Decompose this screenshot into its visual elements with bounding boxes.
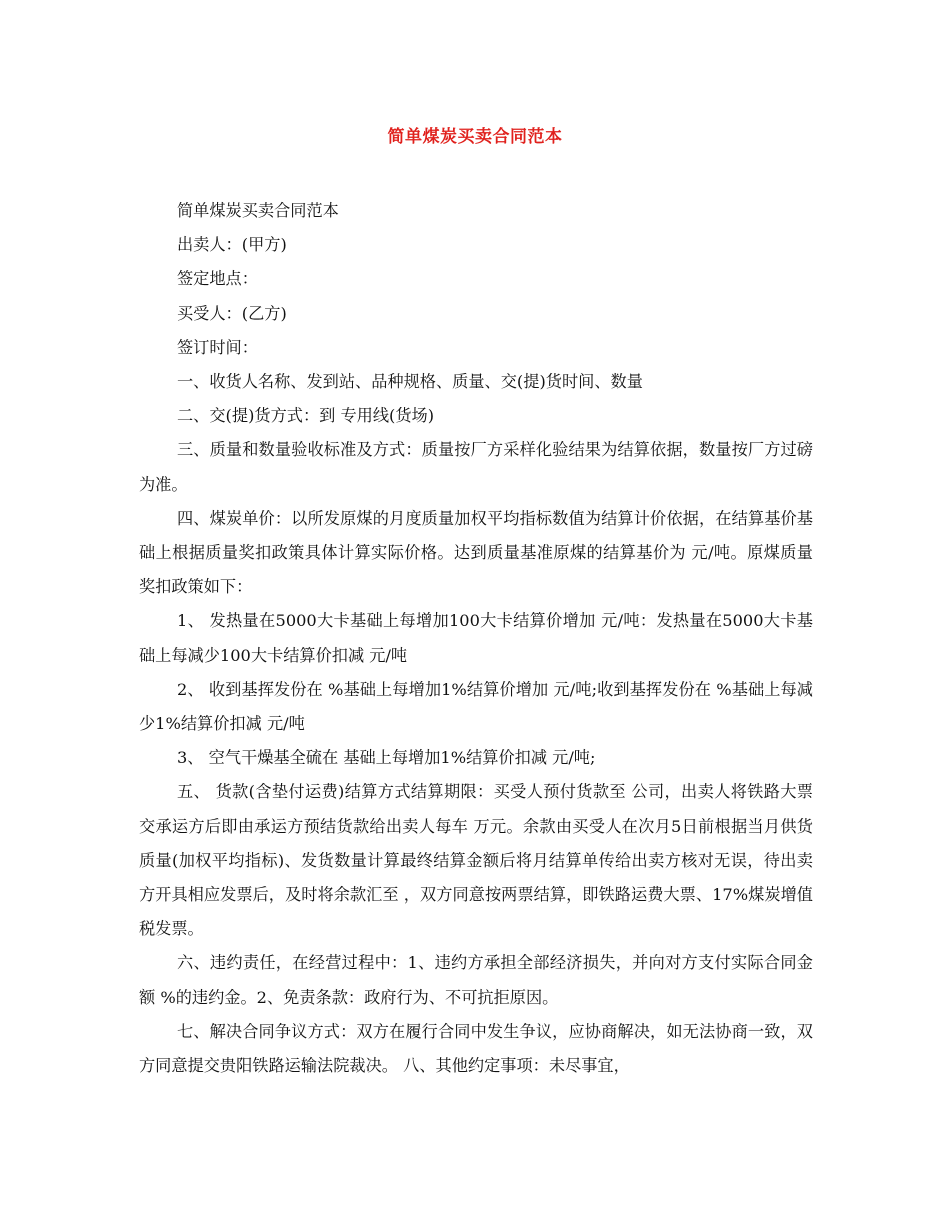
paragraph-signing-place: 签定地点： xyxy=(177,269,258,289)
document-title: 简单煤炭买卖合同范本 xyxy=(387,127,563,147)
paragraph-clause-2: 二、交(提)货方式：到 专用线(货场) xyxy=(177,406,435,426)
paragraph-clause-4-item-2: 2、 收到基挥发份在 %基础上每增加1%结算价增加 元/吨;收到基挥发份在 %基础上每减少1%结算价扣减 元/吨 xyxy=(139,679,813,734)
paragraph-subtitle: 简单煤炭买卖合同范本 xyxy=(177,201,339,220)
paragraph-clause-5: 五、 货款(含垫付运费)结算方式结算期限：买受人预付货款至 公司，出卖人将铁路大票交承运方后即由承运方预结货款给出卖人每车 万元。余款由买受人在次月5日前根据当月供货质量(加权平均指标)、发货数量计算最终结算金额后将月结算单传给出卖方核对无误，待出卖方开具相应发票后，及时将余款汇至 ，双方同意按两票结算，即铁路运费大票、17%煤炭增值税发票。 xyxy=(139,782,813,939)
paragraph-seller: 出卖人：(甲方) xyxy=(177,235,287,255)
paragraph-buyer: 买受人：(乙方) xyxy=(177,303,287,323)
paragraph-clause-7: 七、解决合同争议方式：双方在履行合同中发生争议，应协商解决，如无法协商一致，双方同意提交贵阳铁路运输法院裁决。 八、其他约定事项：未尽事宜， xyxy=(139,1021,813,1076)
document-body xyxy=(139,194,813,1083)
paragraph-clause-4-item-3: 3、 空气干燥基全硫在 基础上每增加1%结算价扣减 元/吨; xyxy=(177,748,596,768)
paragraph-clause-1: 一、收货人名称、发到站、品种规格、质量、交(提)货时间、数量 xyxy=(177,372,643,392)
paragraph-clause-4-item-1: 1、 发热量在5000大卡基础上每增加100大卡结算价增加 元/吨：发热量在5000大卡基础上每减少100大卡结算价扣减 元/吨 xyxy=(139,611,813,665)
paragraph-clause-4: 四、煤炭单价：以所发原煤的月度质量加权平均指标数值为结算计价依据，在结算基价基础上根据质量奖扣政策具体计算实际价格。达到质量基准原煤的结算基价为 元/吨。原煤质量奖扣政策如下： xyxy=(139,508,813,597)
paragraph-clause-6: 六、违约责任，在经营过程中：1、违约方承担全部经济损失，并向对方支付实际合同金额 %的违约金。2、免责条款：政府行为、不可抗拒原因。 xyxy=(139,953,813,1007)
paragraph-clause-3: 三、质量和数量验收标准及方式：质量按厂方采样化验结果为结算依据，数量按厂方过磅为准。 xyxy=(139,440,813,494)
paragraph-signing-time: 签订时间： xyxy=(177,337,258,357)
